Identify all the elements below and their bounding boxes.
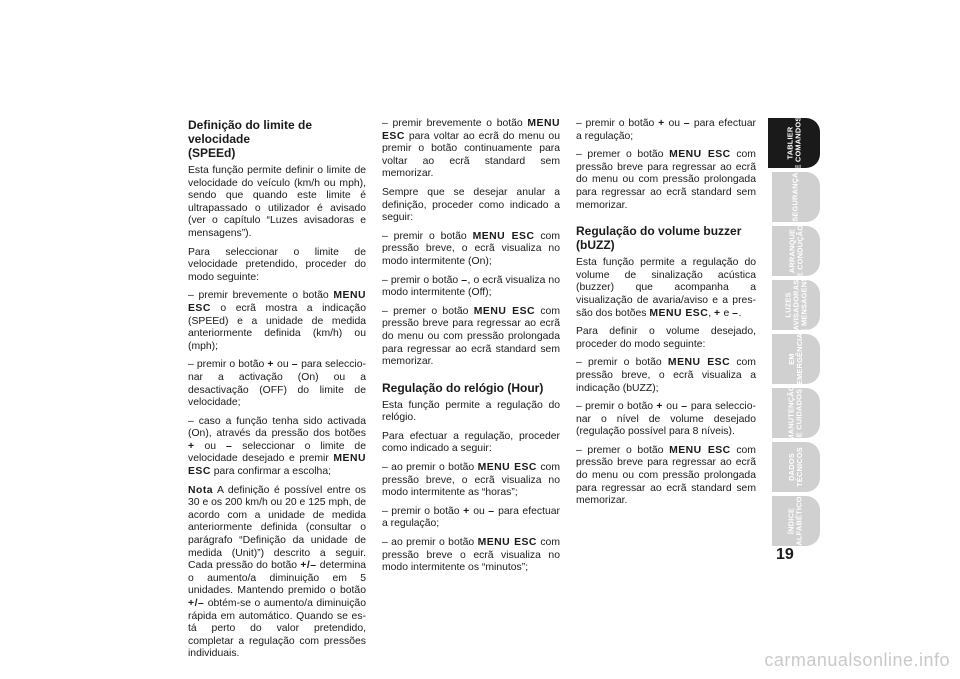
- note-paragraph: Nota A definição é possível entre os 30 e os 200 km/h ou 20 e 125 mph, de acordo com a unidade de medida anteriormente definida (consultar o parágrafo “Definição da unidade de medida (Unit)”) descrito a seguir. Cada pressão do botão +/– determina o aumento/a diminuição em 5 unidades. Mantendo premido o botão +/– obtém-se o aumento/a diminuição rápida em automático. Quando se está perto do valor pretendido, completar a regulação com pressões individuais.: [188, 484, 367, 660]
- section-title-buzzer: Regulação do volume buzzer (bUZZ): [576, 224, 742, 253]
- paragraph: Para seleccionar o limite de velocidade pretendido, proceder do modo seguinte:: [188, 246, 366, 283]
- tab-em-emergencia[interactable]: EM EMERGÊNCIA: [772, 334, 820, 384]
- paragraph: – premir o botão –, o ecrã visualiza no modo intermitente (Off);: [382, 274, 560, 299]
- text-column-2: [382, 118, 560, 581]
- tab-dados-tecnicos[interactable]: DADOS TÉCNICOS: [772, 442, 820, 492]
- paragraph: – premir o botão + ou – para efectuar a regulação;: [576, 118, 756, 142]
- tab-manutencao-cuidados[interactable]: MANUTENÇÃO E CUIDADOS: [772, 388, 820, 438]
- paragraph: – premir brevemente o botão MENU ESC o ecrã mostra a indicação (SPEEd) e a unidade de medida anteriormente definida (km/h) ou (mph);: [188, 290, 366, 352]
- paragraph: – premir o botão + ou – para seleccionar o nível de volume desejado (regulação possível para 8 níveis).: [576, 401, 756, 438]
- paragraph: Para efectuar a regulação, proceder como indicado a seguir:: [382, 430, 560, 455]
- paragraph: Esta função permite a regulação do relógio.: [382, 399, 560, 424]
- paragraph: Esta função permite definir o limite de velocidade do veículo (km/h ou mph), sendo que quando este limite é ultrapassado o utilizador é avisado (ver o capítulo “Luzes avisadoras e mensagens”).: [188, 165, 366, 239]
- watermark-footer: carmanualsonline.info: [764, 650, 950, 670]
- tab-arranque-conducao[interactable]: ARRANQUE E CONDUÇÃO: [772, 226, 820, 276]
- paragraph: – premer o botão MENU ESC com pressão breve para regressar ao ecrã do menu ou com pressão prolongada para regressar ao ecrã standard sem memorizar.: [576, 444, 756, 507]
- text-column-3: [576, 118, 756, 514]
- paragraph: – premir brevemente o botão MENU ESC para voltar ao ecrã do menu ou premir o botão continuamente para voltar ao ecrã standard sem memorizar.: [382, 118, 560, 180]
- tab-indice-alfabetico[interactable]: ÍNDICE ALFABÉTICO: [772, 496, 820, 546]
- paragraph: Sempre que se desejar anular a definição, proceder como indicado a seguir:: [382, 186, 560, 224]
- text-column-1: [188, 118, 366, 667]
- paragraph: – ao premir o botão MENU ESC com pressão breve o ecrã visualiza no modo intermitente os “minutos”;: [382, 537, 560, 574]
- paragraph: – premer o botão MENU ESC com pressão breve para regressar ao ecrã do menu ou com pressão prolongada para regressar ao ecrã standard sem memorizar.: [382, 305, 560, 368]
- tab-luzes-avisadoras[interactable]: LUZES AVISADORAS E MENSAGENS: [772, 280, 820, 330]
- paragraph: – premer o botão MENU ESC com pressão breve para regressar ao ecrã do menu ou com pressão prolongada para regressar ao ecrã standard sem memorizar.: [576, 149, 756, 211]
- section-title-hour: Regulação do relógio (Hour): [382, 380, 544, 395]
- paragraph: – premir o botão + ou – para seleccionar a activação (On) ou a desactivação (OFF) do limite de velocidade;: [188, 359, 366, 409]
- paragraph: – premir o botão + ou – para efectuar a regulação;: [382, 505, 560, 530]
- tab-tablier-comandos[interactable]: TABLIER E COMANDOS: [768, 118, 820, 168]
- paragraph: – ao premir o botão MENU ESC com pressão breve, o ecrã visualiza no modo intermitente as “horas”;: [382, 462, 560, 499]
- paragraph: Esta função permite a regulação do volume de sinalização acústica (buzzer) que acompanha a visualização de avaria/aviso e a pressão dos botões MENU ESC, + e –.: [576, 257, 756, 319]
- paragraph: – premir o botão MENU ESC com pressão breve, o ecrã visualiza a indicação (bUZZ);: [576, 357, 756, 394]
- paragraph: – premir o botão MENU ESC com pressão breve, o ecrã visualiza no modo intermitente (On);: [382, 230, 560, 267]
- page-number: 19: [776, 546, 794, 563]
- paragraph: Para definir o volume desejado, proceder do modo seguinte:: [576, 326, 756, 350]
- paragraph: – caso a função tenha sido activada (On), através da pressão dos botões + ou – seleccionar o limite de velocidade desejado e premir MENU ESC para confirmar a escolha;: [188, 415, 366, 478]
- tab-seguranca[interactable]: SEGURANÇA: [772, 172, 820, 222]
- section-title-speed: Definição do limite de velocidade (SPEEd): [188, 118, 313, 160]
